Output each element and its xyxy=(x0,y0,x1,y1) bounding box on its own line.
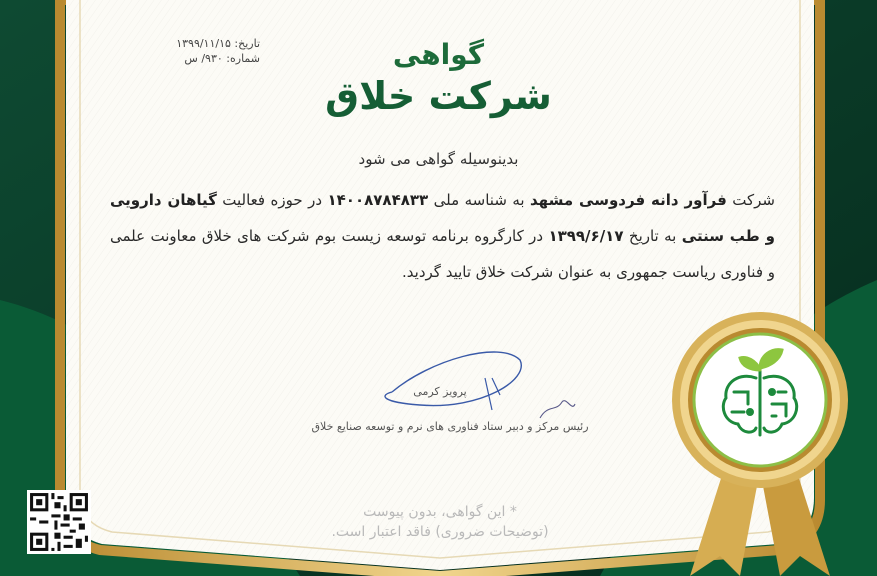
national-id: ۱۴۰۰۸۷۸۴۸۳۳ xyxy=(327,191,429,209)
creative-company-seal xyxy=(660,300,860,576)
footnote-line-1: * این گواهی، بدون پیوست xyxy=(363,504,517,520)
title-certificate: گواهی xyxy=(392,38,485,71)
date-label: تاریخ: xyxy=(234,37,260,50)
signer-name: پرویز کرمی xyxy=(413,385,467,398)
title-creative-company: شرکت خلاق xyxy=(325,74,552,118)
body-text-1: شرکت xyxy=(732,191,775,209)
intro-line: بدینوسیله گواهی می شود xyxy=(358,150,519,168)
number-value: ۹۳۰/ س xyxy=(184,52,223,65)
body-text-4: به تاریخ xyxy=(628,227,677,245)
signer-title: رئیس مرکز و دبیر ستاد فناوری های نرم و توسعه صنایع خلاق xyxy=(311,420,589,433)
certificate-body xyxy=(110,182,775,290)
validity-footnote xyxy=(320,502,560,542)
date-value: ۱۳۹۹/۱۱/۱۵ xyxy=(176,37,231,50)
qr-code-icon[interactable] xyxy=(27,490,91,554)
number-label: شماره: xyxy=(226,52,260,65)
footnote-line-2: (توضیحات ضروری) فاقد اعتبار است. xyxy=(331,524,549,540)
body-text-3: در حوزه فعالیت xyxy=(222,191,323,209)
body-text-2: به شناسه ملی xyxy=(433,191,525,209)
body-text-5: در کارگروه برنامه توسعه زیست بوم شرکت های خلاق معاونت علمی و فناوری ریاست جمهوری به عنوان شرکت خلاق تایید گردید. xyxy=(110,227,775,281)
activity-field: گیاهان دارویی و طب سنتی xyxy=(110,191,775,245)
company-name: فرآور دانه فردوسی مشهد xyxy=(530,191,727,209)
approval-date: ۱۳۹۹/۶/۱۷ xyxy=(548,227,624,245)
